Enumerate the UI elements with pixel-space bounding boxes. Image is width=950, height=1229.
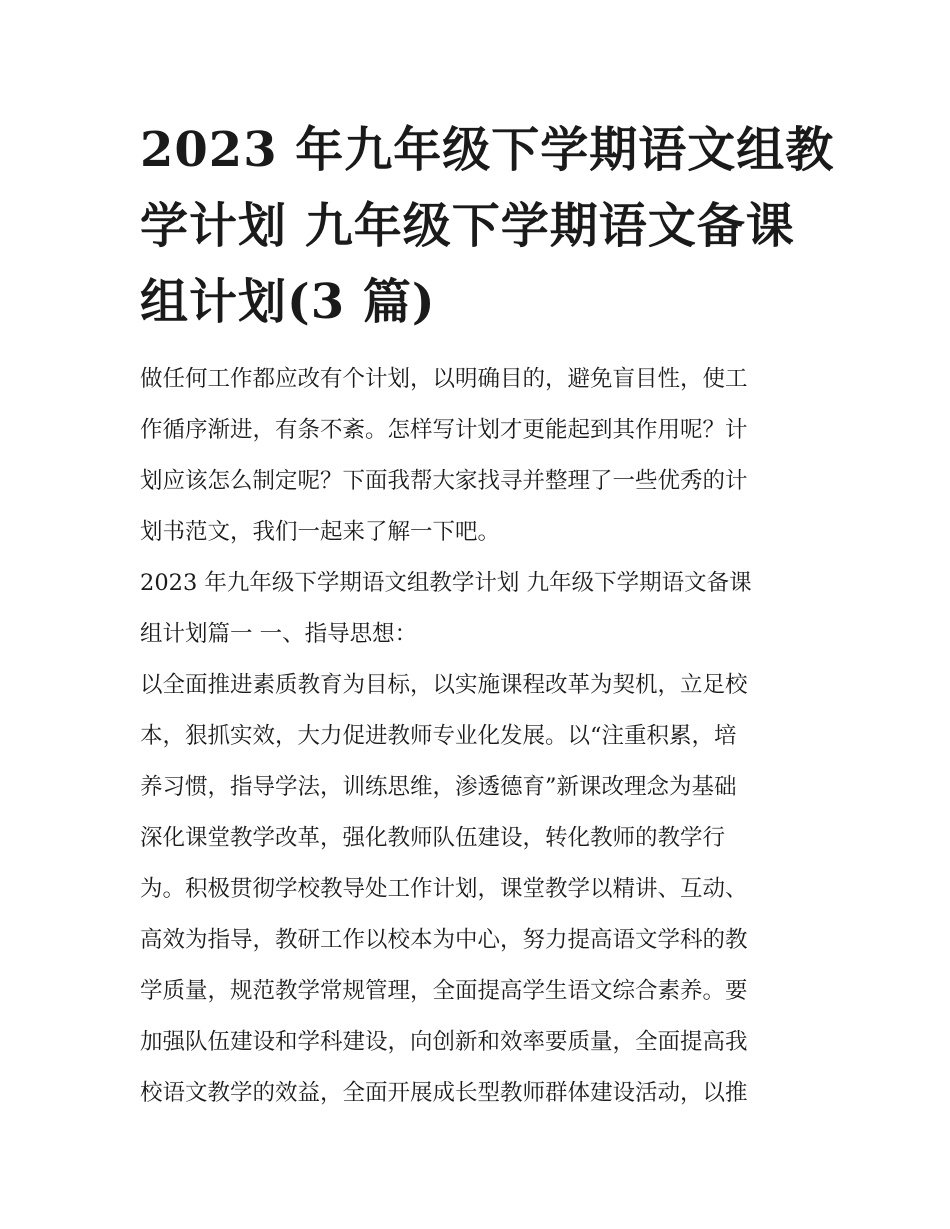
body-line: 划应该怎么制定呢？下面我帮大家找寻并整理了一些优秀的计 <box>140 468 748 494</box>
body-line: 养习惯，指导学法，训练思维，渗透德育”新课改理念为基础 <box>140 774 737 800</box>
document-body <box>140 354 812 1119</box>
title-line: 学计划 九年级下学期语文备课 <box>140 198 795 254</box>
body-line: 本，狠抓实效，大力促进教师专业化发展。以“注重积累，培 <box>140 723 737 749</box>
body-line: 高效为指导，教研工作以校本为中心，努力提高语文学科的教 <box>140 927 748 953</box>
body-line: 作循序渐进，有条不紊。怎样写计划才更能起到其作用呢？计 <box>140 417 748 443</box>
body-line: 做任何工作都应改有个计划，以明确目的，避免盲目性，使工 <box>140 366 748 392</box>
document-title <box>140 112 835 340</box>
title-line: 2023 年九年级下学期语文组教 <box>140 122 835 178</box>
body-line: 深化课堂教学改革，强化教师队伍建设，转化教师的教学行 <box>140 825 726 851</box>
body-line: 校语文教学的效益，全面开展成长型教师群体建设活动，以推 <box>140 1080 748 1106</box>
body-line: 加强队伍建设和学科建设，向创新和效率要质量，全面提高我 <box>140 1029 748 1055</box>
body-line: 学质量，规范教学常规管理，全面提高学生语文综合素养。要 <box>140 978 748 1004</box>
section-heading-line: 组计划篇一 一、指导思想： <box>140 621 418 647</box>
document-page <box>140 112 835 1119</box>
body-line: 为。积极贯彻学校教导处工作计划，课堂教学以精讲、互动、 <box>140 876 748 902</box>
section-heading-line: 2023 年九年级下学期语文组教学计划 九年级下学期语文备课 <box>140 570 752 596</box>
title-line: 组计划(3 篇) <box>140 274 436 330</box>
body-line: 以全面推进素质教育为目标，以实施课程改革为契机，立足校 <box>140 672 748 698</box>
body-line: 划书范文，我们一起来了解一下吧。 <box>140 519 501 545</box>
